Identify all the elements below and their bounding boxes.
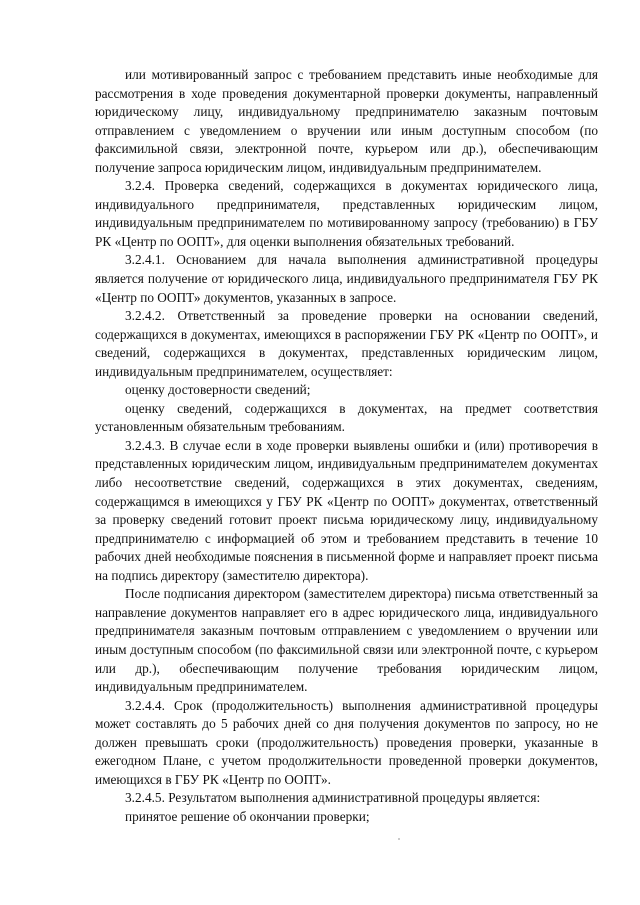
- paragraph-after-signing: После подписания директором (заместителем директора) письма ответственный за направление документов направляет его в адрес юридического лица, индивидуального предпринимателя заказным почтовым отправлением с уведомлением о вручении или иным доступным способом (по факсимильной связи или электронной почте, с курьером или др.), обеспечивающим получение требования юридическим лицом, индивидуальным предпринимателем.: [95, 586, 598, 695]
- list-item-reliability: оценку достоверности сведений;: [125, 382, 311, 398]
- list-item-compliance: оценку сведений, содержащихся в документах, на предмет соответствия установленным обязательным требованиям.: [95, 400, 598, 435]
- paragraph-3-2-4-2: 3.2.4.2. Ответственный за проведение проверки на основании сведений, содержащихся в документах, имеющихся в распоряжении ГБУ РК «Центр по ООПТ», и сведений, содержащихся в документах, представленных юридическим лицом, индивидуальным предпринимателем, осуществляет:: [95, 308, 598, 379]
- paragraph-3-2-4-3: 3.2.4.3. В случае если в ходе проверки выявлены ошибки и (или) противоречия в представленных юридическим лицом, индивидуальным предпринимателем документах либо несоответствие сведений, содержащихся в этих документах, сведениям, содержащимся в имеющихся у ГБУ РК «Центр по ООПТ» документах, ответственный за проверку сведений готовит проект письма юридическому лицу, индивидуальному предпринимателю с информацией об этом и требованием представить в течение 10 рабочих дней необходимые пояснения в письменной форме и направляет проект письма на подпись директору (заместителю директора).: [95, 437, 598, 583]
- scan-speck: [398, 838, 400, 840]
- paragraph-3-2-4-1: 3.2.4.1. Основанием для начала выполнения административной процедуры является получение от юридического лица, индивидуального предпринимателя ГБУ РК «Центр по ООПТ» документов, указанных в запросе.: [95, 252, 598, 305]
- list-item-decision: принятое решение об окончании проверки;: [125, 808, 370, 824]
- document-page: [95, 66, 598, 826]
- paragraph-3-2-4-4: 3.2.4.4. Срок (продолжительность) выполнения административной процедуры может составлять до 5 рабочих дней со дня получения документов по запросу, но не должен превышать сроки (продолжительность) проведения проверки, указанные в ежегодном Плане, с учетом продолжительности проведенной проверки документов, имеющихся в ГБУ РК «Центр по ООПТ».: [95, 697, 598, 787]
- paragraph-3-2-4: 3.2.4. Проверка сведений, содержащихся в документах юридического лица, индивидуального предпринимателя, представленных юридическим лицом, индивидуальным предпринимателем по мотивированному запросу (требованию) в ГБУ РК «Центр по ООПТ», для оценки выполнения обязательных требований.: [95, 178, 598, 249]
- paragraph-continuation: или мотивированный запрос с требованием представить иные необходимые для рассмотрения в ходе проведения документарной проверки документы, направленный юридическому лицу, индивидуальному предпринимателю заказным почтовым отправлением с уведомлением о вручении или иным доступным способом (по факсимильной связи, электронной почте, курьером или др.), обеспечивающим получение запроса юридическим лицом, индивидуальным предпринимателем.: [95, 67, 598, 175]
- paragraph-3-2-4-5: 3.2.4.5. Результатом выполнения административной процедуры является:: [125, 790, 541, 806]
